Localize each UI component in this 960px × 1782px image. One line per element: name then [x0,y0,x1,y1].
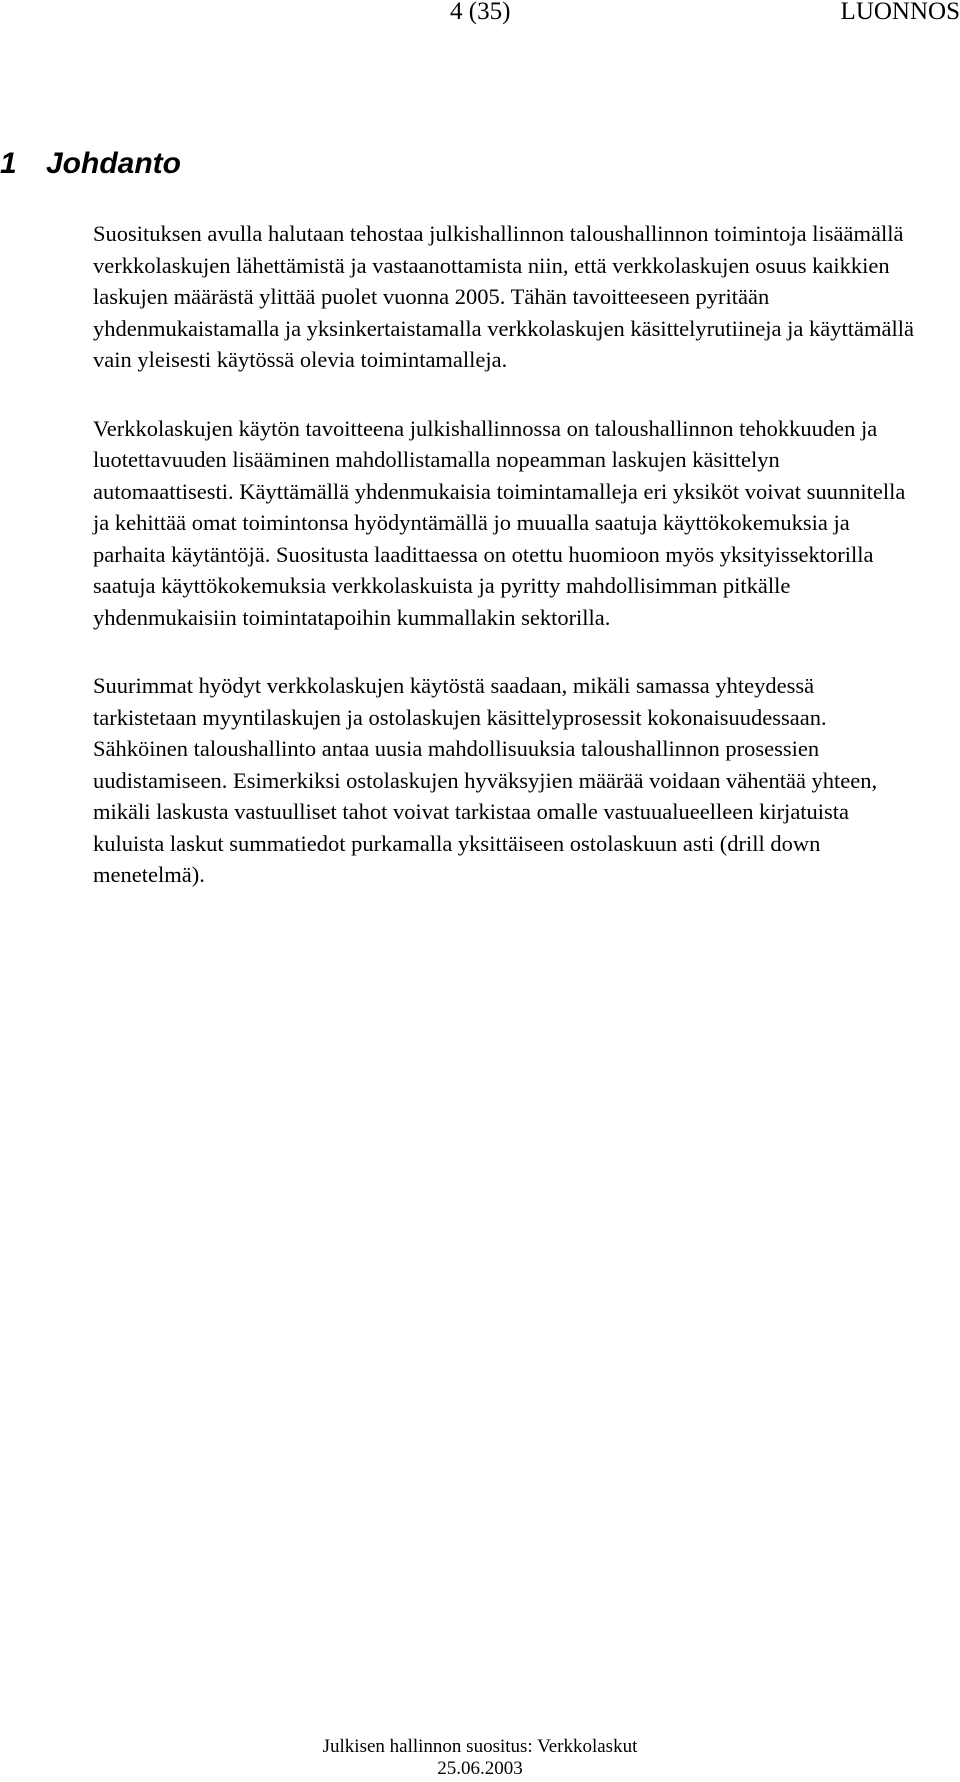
document-body [93,218,923,928]
footer-document-title: Julkisen hallinnon suositus: Verkkolaskut [322,1736,638,1757]
section-heading [0,146,181,182]
section-title: Johdanto [46,147,181,180]
page-number: 4 (35) [450,0,511,25]
footer-date: 25.06.2003 [437,1758,523,1779]
paragraph-1: Suosituksen avulla halutaan tehostaa julkishallinnon taloushallinnon toimintoja lisäämällä verkkolaskujen lähettämistä ja vastaanottamista niin, että verkkolaskujen osuus kaikkien laskujen määrästä ylittää puolet vuonna 2005. Tähän tavoitteeseen pyritään yhdenmukaistamalla ja yksinkertaistamalla verkkolaskujen käsittelyrutiineja ja käyttämällä vain yleisesti käytössä olevia toimintamalleja. [93,221,914,372]
page-header [0,0,960,30]
page-footer [0,1736,960,1780]
paragraph-2: Verkkolaskujen käytön tavoitteena julkishallinnossa on taloushallinnon tehokkuuden ja luotettavuuden lisääminen mahdollistamalla nopeamman laskujen käsittelyn automaattisesti. Käyttämällä yhdenmukaisia toimintamalleja eri yksiköt voivat suunnitella ja kehittää omat toimintonsa hyödyntämällä jo muualla saatuja käyttökokemuksia ja parhaita käytäntöjä. Suositusta laadittaessa on otettu huomioon myös yksityissektorilla saatuja käyttökokemuksia verkkolaskuista ja pyritty mahdollisimman pitkälle yhdenmukaisiin toimintatapoihin kummallakin sektorilla. [93,415,906,630]
draft-status-label: LUONNOS [840,0,960,25]
section-number: 1 [0,147,17,180]
paragraph-3: Suurimmat hyödyt verkkolaskujen käytöstä saadaan, mikäli samassa yhteydessä tarkistetaan myyntilaskujen ja ostolaskujen käsittelyprosessit kokonaisuudessaan. Sähköinen taloushallinto antaa uusia mahdollisuuksia taloushallinnon prosessien uudistamiseen. Esimerkiksi ostolaskujen hyväksyjien määrää voidaan vähentää yhteen, mikäli laskusta vastuulliset tahot voivat tarkistaa omalle vastuualueelleen kirjatuista kuluista laskut summatiedot purkamalla yksittäiseen ostolaskuun asti (drill down menetelmä). [93,673,878,887]
